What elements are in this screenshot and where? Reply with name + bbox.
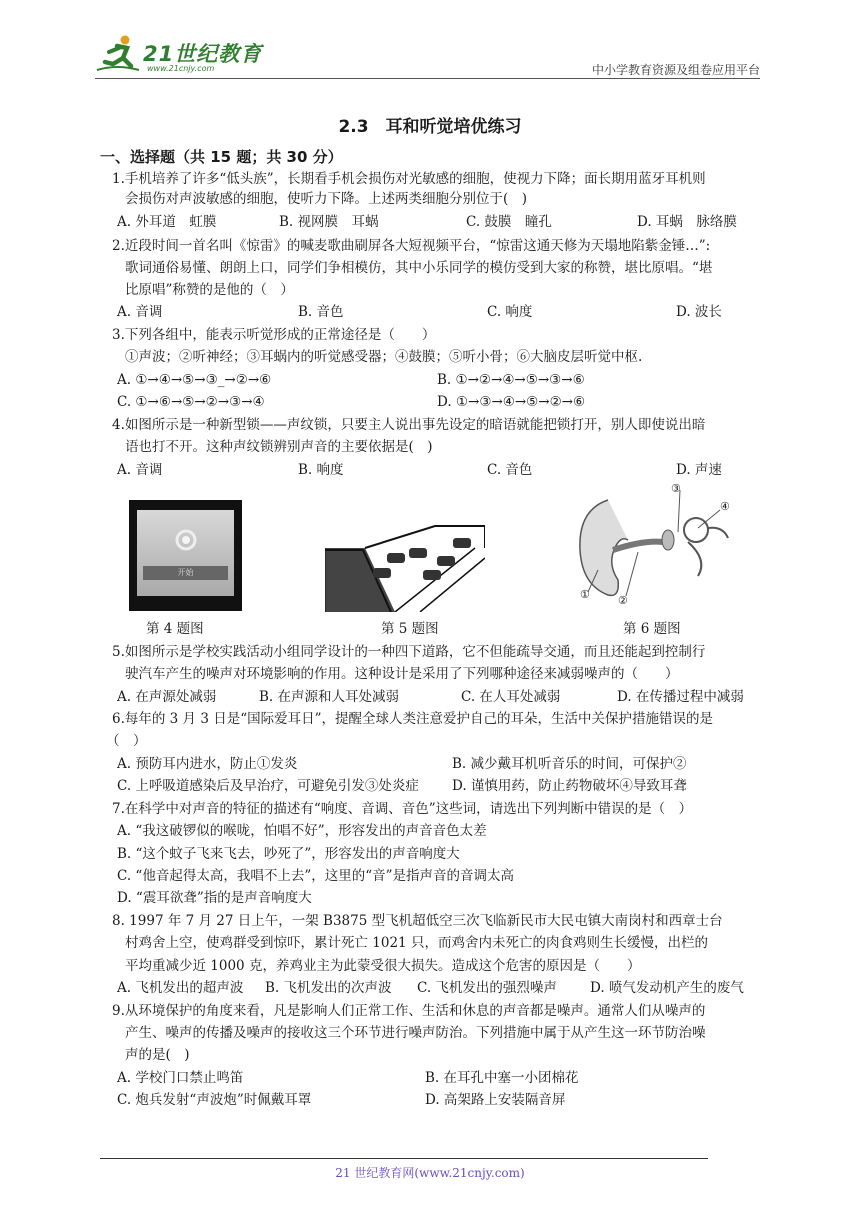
q3-option-a: A. ①→④→⑤→③_→②→⑥ (117, 372, 272, 388)
q8-option-c: C. 飞机发出的强烈噪声 (417, 980, 557, 996)
q4-option-c: C. 音色 (487, 462, 533, 478)
header-divider (95, 78, 760, 79)
q7-option-a: A. “我这破锣似的喉咙，怕唱不好”，形容发出的声音音色太差 (117, 823, 487, 839)
q8-option-b: B. 飞机发出的次声波 (265, 980, 392, 996)
q9-text-line3: 声的是( ) (125, 1047, 190, 1063)
q7-text-line1: 7.在科学中对声音的特征的描述有“响度、音调、音色”这些词，请选出下列判断中错误的是（ ） (112, 801, 693, 817)
sunken-road-drawing (325, 508, 485, 612)
logo (95, 34, 265, 78)
q8-text-line1: 8. 1997 年 7 月 27 日上午，一架 B3875 型飞机超低空三次飞临新民市大民屯镇大南岗村和西章士台 (112, 913, 723, 929)
footer-text: 21 世纪教育网(www.21cnjy.com) (335, 1166, 525, 1180)
q4-text-line2: 语也打不开。这种声纹锁辨别声音的主要依据是( ) (125, 439, 433, 455)
q2-option-a: A. 音调 (117, 304, 163, 320)
q8-option-a: A. 飞机发出的超声波 (117, 980, 244, 996)
q9-option-b: B. 在耳孔中塞一小团棉花 (425, 1070, 579, 1086)
q1-text-line1: 1.手机培养了许多“低头族”，长期看手机会损伤对光敏感的细胞，使视力下降；面长期用蓝牙耳机则 (112, 171, 706, 187)
q2-option-d: D. 波长 (676, 304, 722, 320)
q8-option-d: D. 喷气发动机产生的废气 (590, 980, 744, 996)
ear-label-1: ① (580, 588, 590, 601)
q1-option-a: A. 外耳道 虹膜 (117, 214, 217, 230)
q3-option-c: C. ①→⑥→⑤→②→③→④ (117, 394, 265, 410)
q9-option-c: C. 炮兵发射“声波炮”时佩戴耳罩 (117, 1092, 312, 1108)
q2-option-c: C. 响度 (487, 304, 533, 320)
q2-text-line2: 歌词通俗易懂、朗朗上口，同学们争相模仿，其中小乐同学的模仿受到大家的称赞，堪比原唱。“堪 (125, 260, 713, 276)
q6-text-line1: 6.每年的 3 月 3 日是“国际爱耳日”，提醒全球人类注意爱护自己的耳朵，生活中关保护措施错误的是 (112, 711, 714, 727)
q9-text-line2: 产生、噪声的传播及噪声的接收这三个环节进行噪声防治。下列措施中属于从产生这一环节防治噪 (125, 1025, 706, 1041)
q7-option-d: D. “震耳欲聋”指的是声音响度大 (117, 890, 312, 906)
fig5-sunken-road-image (325, 508, 485, 612)
fig4-caption: 第 4 题图 (146, 621, 204, 637)
q4-option-b: B. 响度 (298, 462, 344, 478)
q1-option-b: B. 视网膜 耳蜗 (279, 214, 379, 230)
q3-text-line1: 3.下列各组中，能表示听觉形成的正常途径是（ ） (112, 327, 436, 343)
q7-option-c: C. “他音起得太高，我唱不上去”，这里的“音”是指声音的音调太高 (117, 868, 515, 884)
section-heading: 一、选择题（共 15 题；共 30 分） (100, 148, 343, 166)
start-button: 开始 (143, 566, 228, 580)
q9-option-a: A. 学校门口禁止鸣笛 (117, 1070, 244, 1086)
q2-text-line1: 2.近段时间一首名叫《惊雷》的喊麦歌曲刷屏各大短视频平台，“惊雷这通天修为天塌地陷紫金锤…”: (112, 238, 711, 254)
ear-anatomy-drawing (568, 480, 736, 612)
q6-option-a: A. 预防耳内进水，防止①发炎 (117, 756, 298, 772)
q4-option-d: D. 声速 (676, 462, 722, 478)
q1-text-line2: 会损伤对声波敏感的细胞，使听力下降。上述两类细胞分别位于( ) (125, 191, 528, 207)
page-title: 2.3 耳和听觉培优练习 (338, 117, 522, 137)
q3-text-line2: ①声波；②听神经；③耳蜗内的听觉感受器；④鼓膜；⑤听小骨；⑥大脑皮层听觉中枢. (125, 349, 643, 365)
q5-option-b: B. 在声源和人耳处减弱 (259, 689, 400, 705)
logo-url: www.21cnjy.com (147, 64, 215, 73)
q5-option-c: C. 在人耳处减弱 (461, 689, 561, 705)
q4-option-a: A. 音调 (117, 462, 163, 478)
fig6-ear-diagram (568, 480, 736, 612)
page-header (95, 28, 760, 82)
q6-option-b: B. 减少戴耳机听音乐的时间，可保护② (452, 756, 687, 772)
q2-text-line3: 比原唱”称赞的是他的（ ） (125, 282, 294, 298)
ear-label-3: ③ (671, 482, 681, 495)
microphone-icon (171, 528, 201, 554)
q4-text-line1: 4.如图所示是一种新型锁——声纹锁，只要主人说出事先设定的暗语就能把锁打开，别人即使说出暗 (112, 417, 706, 433)
q5-text-line1: 5.如图所示是学校实践活动小组同学设计的一种四下道路，它不但能疏导交通，而且还能起到控制行 (112, 644, 706, 660)
ear-label-2: ② (618, 594, 628, 607)
q1-option-c: C. 鼓膜 瞳孔 (466, 214, 552, 230)
fig5-caption: 第 5 题图 (381, 621, 439, 637)
phone-screen (137, 510, 234, 596)
logo-text: 21世纪教育 (143, 42, 263, 66)
q9-option-d: D. 高架路上安装隔音屏 (425, 1092, 566, 1108)
q8-text-line2: 村鸡舍上空，使鸡群受到惊吓，累计死亡 1021 只，而鸡舍内未死亡的肉食鸡则生长缓慢，出栏的 (125, 935, 708, 951)
q1-option-d: D. 耳蜗 脉络膜 (637, 214, 737, 230)
platform-name: 中小学教育资源及组卷应用平台 (591, 63, 760, 77)
q5-option-d: D. 在传播过程中减弱 (617, 689, 744, 705)
q7-option-b: B. “这个蚊子飞来飞去，吵死了”，形容发出的声音响度大 (117, 846, 460, 862)
fig6-caption: 第 6 题图 (623, 621, 681, 637)
q3-option-d: D. ①→③→④→⑤→②→⑥ (437, 394, 586, 410)
ear-label-4: ④ (720, 500, 730, 513)
fig4-voice-lock-image (129, 500, 242, 611)
q3-option-b: B. ①→②→④→⑤→③→⑥ (437, 372, 585, 388)
q8-text-line3: 平均重减少近 1000 克，养鸡业主为此蒙受很大损失。造成这个危害的原因是（ ） (125, 958, 641, 974)
q5-text-line2: 驶汽车产生的噪声对环境影响的作用。这种设计是采用了下列哪种途径来减弱噪声的（ ） (125, 666, 679, 682)
runner-logo-icon (95, 34, 141, 74)
footer-divider (100, 1158, 708, 1159)
q6-text-line2: （ ） (106, 733, 147, 749)
q6-option-c: C. 上呼吸道感染后及早治疗，可避免引发③处炎症 (117, 778, 419, 794)
q6-option-d: D. 谨慎用药，防止药物破坏④导致耳聋 (452, 778, 687, 794)
q9-text-line1: 9.从环境保护的角度来看，凡是影响人们正常工作、生活和休息的声音都是噪声。通常人们从噪声的 (112, 1003, 706, 1019)
q5-option-a: A. 在声源处减弱 (117, 689, 217, 705)
q2-option-b: B. 音色 (298, 304, 344, 320)
